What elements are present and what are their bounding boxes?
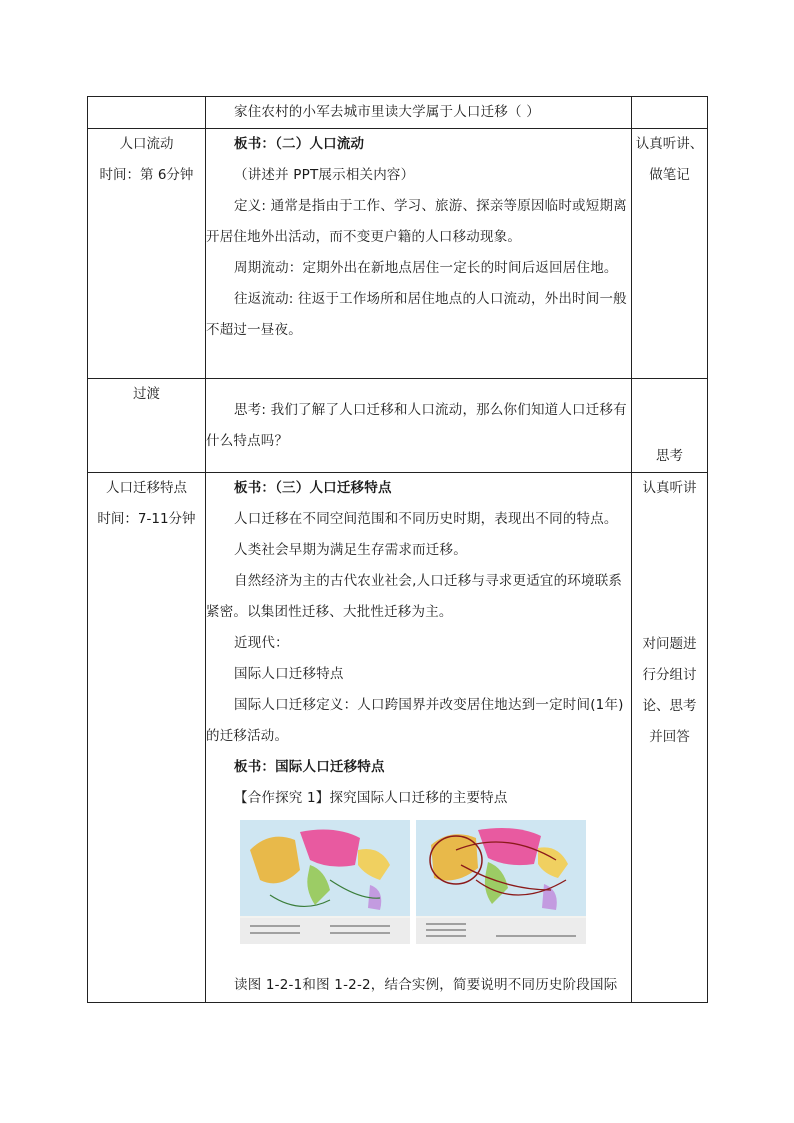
row1-content-cell	[206, 129, 632, 379]
map-figure-1-2-1	[240, 820, 410, 944]
table-row	[88, 379, 708, 473]
row1-title: 人口流动	[119, 136, 174, 152]
row0-title-cell	[88, 97, 206, 129]
row3-content-cell	[206, 473, 632, 1003]
row3-line: 人口迁移在不同空间范围和不同历史时期，表现出不同的特点。	[234, 511, 618, 527]
row3-board-label: 板书：（三）人口迁移特点	[234, 480, 392, 496]
row2-activity-cell	[632, 379, 708, 473]
row0-activity-cell	[632, 97, 708, 129]
row1-board-label: 板书：（二）人口流动	[234, 136, 365, 152]
row3-activity-top: 认真听讲	[642, 480, 697, 496]
row3-activity-cell	[632, 473, 708, 1003]
row1-time: 时间：第 6分钟	[99, 167, 194, 183]
row3-board-label-2: 板书：国际人口迁移特点	[234, 759, 385, 775]
lesson-plan-table	[87, 96, 708, 1003]
row0-content-cell	[206, 97, 632, 129]
row3-title-cell	[88, 473, 206, 1003]
table-row	[88, 129, 708, 379]
migration-maps	[206, 814, 631, 948]
row3-line: 近现代：	[234, 635, 289, 651]
row3-time: 时间：7-11分钟	[97, 511, 196, 527]
row1-line: 定义: 通常是指由于工作、学习、旅游、探亲等原因临时或短期离开居住地外出活动，而不变更户籍的人口移动现象。	[206, 198, 627, 245]
row2-content: 思考: 我们了解了人口迁移和人口流动，那么你们知道人口迁移有什么特点吗？	[206, 401, 627, 449]
row2-content-cell	[206, 379, 632, 473]
row2-activity: 思考	[656, 448, 683, 464]
row3-question: 读图 1-2-1和图 1-2-2，结合实例，简要说明不同历史阶段国际	[234, 977, 618, 993]
table-row	[88, 97, 708, 129]
row3-title: 人口迁移特点	[106, 480, 187, 496]
row1-activity: 认真听讲、做笔记	[635, 136, 704, 183]
row3-line: 国际人口迁移定义：人口跨国界并改变居住地达到一定时间(1年)的迁移活动。	[206, 697, 624, 744]
row3-line: 国际人口迁移特点	[234, 666, 344, 682]
row2-title: 过渡	[133, 386, 160, 402]
row3-explore: 【合作探究 1】探究国际人口迁移的主要特点	[234, 790, 508, 806]
row0-question: 家住农村的小军去城市里读大学属于人口迁移（ ）	[234, 104, 540, 120]
row1-line: （讲述并 PPT展示相关内容）	[234, 167, 415, 183]
row2-title-cell	[88, 379, 206, 473]
row1-activity-cell	[632, 129, 708, 379]
row1-line: 周期流动：定期外出在新地点居住一定长的时间后返回居住地。	[234, 260, 618, 276]
row1-line: 往返流动: 往返于工作场所和居住地点的人口流动，外出时间一般不超过一昼夜。	[206, 291, 627, 338]
row3-line: 人类社会早期为满足生存需求而迁移。	[234, 542, 467, 558]
row1-title-cell	[88, 129, 206, 379]
table-row	[88, 473, 708, 1003]
map-figure-1-2-2	[416, 820, 586, 944]
row3-activity-bottom: 对问题进行分组讨论、思考并回答	[642, 636, 697, 745]
row3-line: 自然经济为主的古代农业社会,人口迁移与寻求更适宜的环境联系紧密。以集团性迁移、大批性迁移为主。	[206, 573, 623, 620]
